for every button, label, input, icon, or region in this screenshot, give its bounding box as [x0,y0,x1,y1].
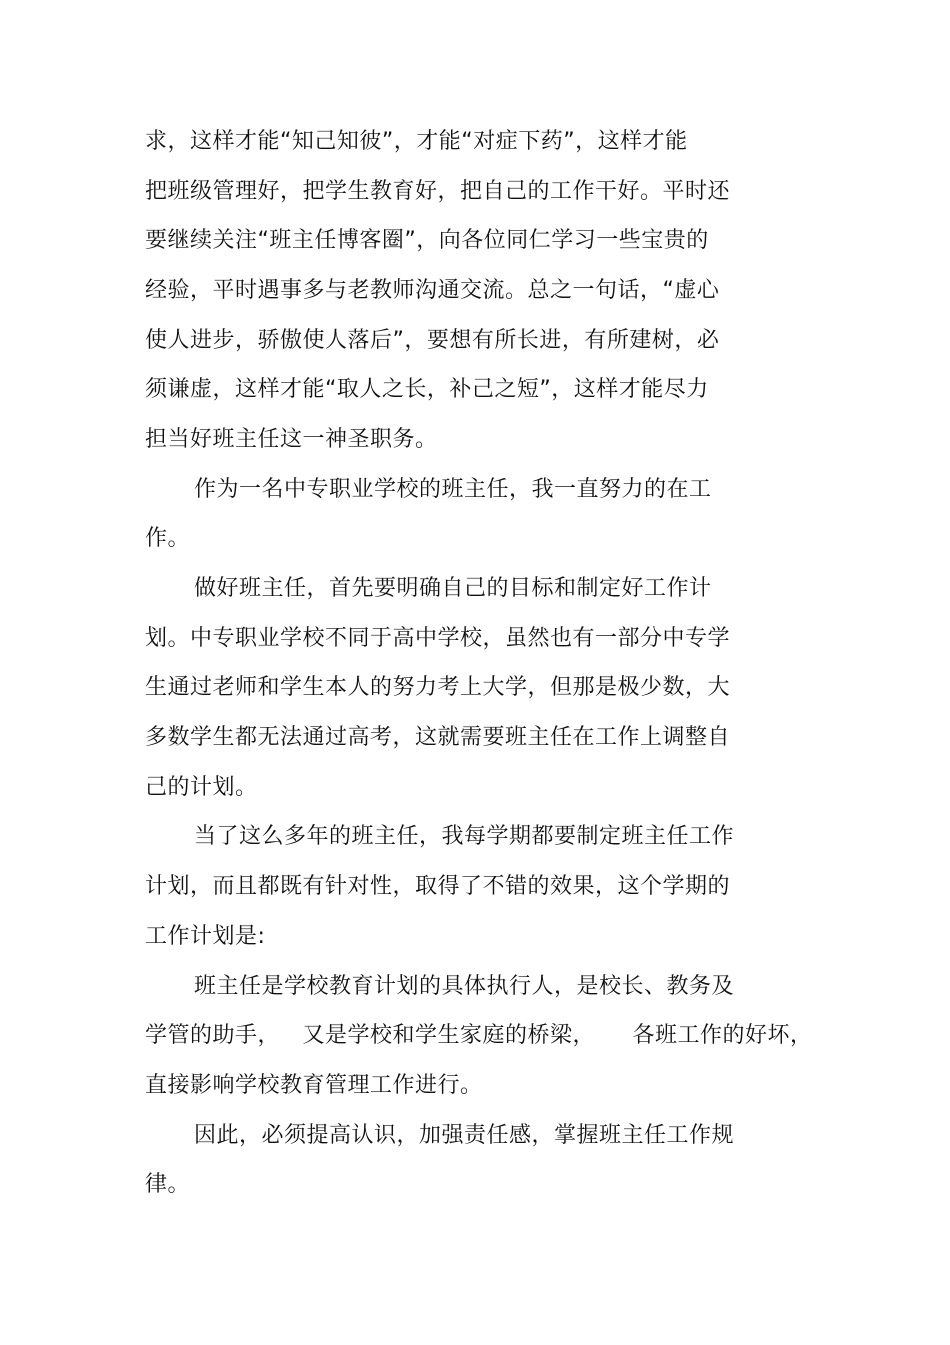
text-line: 把班级管理好，把学生教育好，把自己的工作干好。平时还 [145,179,731,204]
text-line: 使人进步，骄傲使人落后”，要想有所长进，有所建树，必 [145,328,720,353]
text-line: 直接影响学校教育管理工作进行。 [145,1073,483,1098]
text-line: 律。 [145,1172,191,1197]
text-line: 经验，平时遇事多与老教师沟通交流。总之一句话，“虚心 [145,278,720,303]
paragraph-first-line: 作为一名中专职业学校的班主任，我一直努力的在工 [194,477,712,502]
text-line: 求，这样才能“知己知彼”，才能“对症下药”，这样才能 [145,129,688,154]
text-line: 多数学生都无法通过高考，这就需要班主任在工作上调整自 [145,725,731,750]
text-line: 担当好班主任这一神圣职务。 [145,427,438,452]
text-line: 要继续关注“班主任博客圈”，向各位同仁学习一些宝贵的 [145,228,709,253]
text-line: 作。 [145,526,191,551]
text-line: 工作计划是: [145,924,266,949]
paragraph-first-line: 因此，必须提高认识，加强责任感，掌握班主任工作规 [194,1123,735,1148]
text-line: 学管的助手， 又是学校和学生家庭的桥梁， 各班工作的好坏， [145,1023,813,1048]
text-line: 己的计划。 [145,775,258,800]
paragraph-first-line: 班主任是学校教育计划的具体执行人，是校长、教务及 [194,974,735,999]
text-line: 生通过老师和学生本人的努力考上大学，但那是极少数，大 [145,675,731,700]
text-line: 须谦虚，这样才能“取人之长，补己之短”，这样才能尽力 [145,377,709,402]
paragraph-first-line: 当了这么多年的班主任，我每学期都要制定班主任工作 [194,824,735,849]
paragraph-first-line: 做好班主任，首先要明确自己的目标和制定好工作计 [194,576,712,601]
text-line: 计划，而且都既有针对性，取得了不错的效果，这个学期的 [145,874,731,899]
text-line: 划。中专职业学校不同于高中学校，虽然也有一部分中专学 [145,626,731,651]
